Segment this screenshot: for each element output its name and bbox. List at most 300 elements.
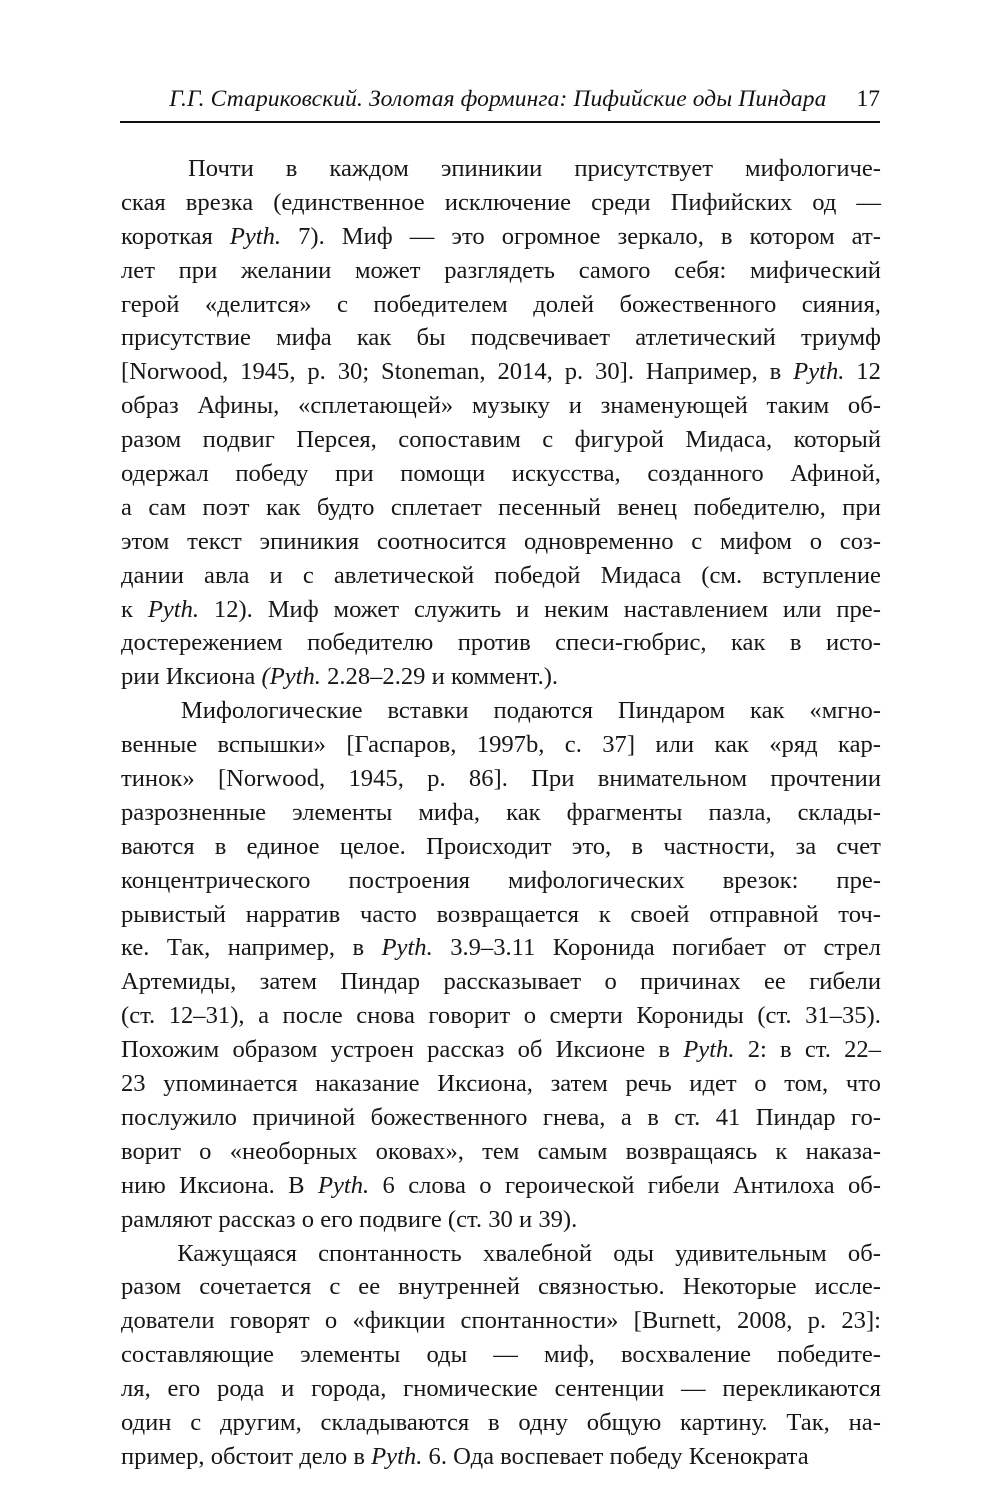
word: — [493,1341,518,1369]
word: рассказывает [443,968,582,996]
word: другим, [219,1408,302,1436]
word: который [793,426,881,454]
word: в [720,222,733,250]
text-line [121,694,881,728]
word: может [333,595,400,623]
word: его [320,1205,353,1233]
word: божественного [619,290,777,318]
word: [Norwood, [121,358,229,386]
word: ворит [121,1137,181,1165]
word: Иксиона [165,663,256,691]
word: — [409,222,435,250]
word: музыку [471,392,550,420]
word: рамляют [121,1205,213,1233]
word: авла [204,561,250,589]
word: (единственное [273,188,425,216]
word: Афиной, [790,460,881,488]
word: внимательном [597,765,748,793]
word: зеркало, [617,222,704,250]
word: себя: [674,256,727,284]
word: (см. [701,561,743,589]
word: 2: [747,1036,767,1064]
word: Происходит [426,832,552,860]
word: ее [764,968,786,996]
word: ее [358,1273,381,1301]
word: желании [240,256,332,284]
word: Иксиона. [179,1171,275,1199]
word: возвращается [436,900,579,928]
word: Ода [453,1442,495,1470]
word: один [121,1408,172,1436]
word: Так, [166,934,211,962]
text-line [121,898,881,932]
text-line [121,999,881,1033]
word: а [121,493,132,521]
word: построения [348,866,470,894]
text-line [121,1440,881,1474]
word: оды [426,1341,468,1369]
word: Пиндар [340,968,421,996]
word: p. [307,358,326,386]
word: при [335,460,374,488]
word: долей [533,290,595,318]
word: против [457,629,531,657]
word: (ст. [121,1002,156,1030]
word: 2.28–2.29 [327,663,426,691]
word: 2014, [497,358,553,386]
word: Похожим [121,1036,220,1064]
text-line [121,1338,881,1372]
word: (ст. [447,1205,483,1233]
word: к [121,595,133,623]
word: с [329,1273,341,1301]
word: коммент.). [450,663,559,691]
word: (ст. [757,1002,792,1030]
word: 12 [856,358,881,386]
word: например, [227,934,336,962]
word: на- [848,1408,881,1436]
word: в [780,1036,792,1064]
cited-work-token: Pyth. [793,358,845,386]
word: самого [578,256,651,284]
first-line-indent [121,1237,156,1271]
word: сплетает [390,493,482,521]
word: каждом [329,155,409,182]
text-line [121,728,881,762]
word: эпиникия [259,527,360,555]
word: песенный [498,493,601,521]
text-line [121,355,881,389]
cited-work-token: Pyth. [229,222,282,250]
word: Персея, [296,426,377,454]
word: о [523,1002,536,1030]
cited-work-token: Pyth. [381,934,433,962]
word: 30; [337,358,370,386]
body-paragraph [121,1237,881,1474]
word: лет [121,256,155,284]
word: в [353,1442,365,1470]
word: венные [121,731,198,759]
word: Так, [786,1408,830,1436]
word: сочетается [199,1273,312,1301]
word: разглядеть [444,256,555,284]
word: об [517,1036,543,1064]
word: го- [850,1103,881,1131]
word: Корониды [636,1002,744,1030]
text-line [121,423,881,457]
text-line [121,1135,881,1169]
word: своей [630,900,690,928]
word: 3.9–3.11 [450,934,536,962]
word: гибели [809,968,881,996]
word: самым [537,1137,608,1165]
word: складываются [320,1408,470,1436]
word: пре- [836,866,881,894]
word: ат- [851,222,881,250]
word: [Norwood, [217,765,326,793]
word: короткая [121,222,213,250]
running-head [120,86,880,120]
word: победителю [307,629,434,657]
word: картину. [680,1408,768,1436]
word: наказа- [805,1137,881,1165]
word: «ряд [769,731,818,759]
word: хвалебной [482,1239,593,1267]
word: вступление [762,561,881,589]
text-line [121,559,881,593]
word: 12–31), [168,1002,245,1030]
word: оковах», [375,1137,464,1165]
word: победу [609,1442,683,1470]
word: вставки [387,697,469,725]
word: перекликаются [722,1375,881,1403]
word: эпиникии [440,155,543,182]
word: стрел [823,934,881,962]
word: рода [217,1375,265,1403]
word: Мидаса, [685,426,773,454]
word: исто- [825,629,881,657]
text-line [121,931,881,965]
word: этом [121,527,170,555]
word: от [783,934,807,962]
word: прочтении [770,765,881,793]
word: в [352,934,365,962]
word: p. [807,1307,827,1335]
word: Коронида [552,934,655,962]
word: пре- [836,595,881,623]
word: Артемиды, [121,968,237,996]
word: с [542,426,554,454]
word: ст. [674,1103,701,1131]
word: внутренней [398,1273,520,1301]
text-line [121,288,881,322]
word: 1945, [240,358,296,386]
word: 1997b, [476,731,545,759]
word: среди [591,188,651,216]
word: о [479,1171,492,1199]
word: говорит [428,1002,511,1030]
word: затем [259,968,317,996]
word: венец [617,493,678,521]
word: как [714,731,749,759]
word: как [356,324,392,352]
cited-work-token: Pyth. [317,1171,370,1199]
word: врезка [185,188,254,216]
word: спонтанность [318,1239,462,1267]
word: 31–35). [805,1002,881,1030]
text-line [121,186,881,220]
word: 30]. [595,358,634,386]
word: возвращаясь [625,1137,758,1165]
word: герой [121,290,180,318]
text-line [121,254,881,288]
word: достережением [121,629,283,657]
word: о [199,1137,212,1165]
word: в [769,358,782,386]
word: причиной [252,1103,356,1131]
word: 6 [382,1171,395,1199]
word: победителем [373,290,508,318]
word: 23 [121,1070,146,1098]
word: героической [504,1171,635,1199]
word: и [516,595,530,623]
word: или [655,731,695,759]
text-line [121,491,881,525]
text-line [121,457,881,491]
word: Пиндаром [617,697,726,725]
text-line [121,1372,881,1406]
text-line [121,525,881,559]
word: вспышки» [217,731,326,759]
word: [Гаспаров, [346,731,457,759]
text-line [121,762,881,796]
word: элементы [300,1341,401,1369]
word: искусства, [511,460,621,488]
text-line [121,389,881,423]
word: мифом [719,527,792,555]
word: кар- [838,731,881,759]
word: «необорных [229,1137,358,1165]
word: образ [121,392,179,420]
word: спеси-гюбрис, [555,629,707,657]
word: с [190,1408,202,1436]
word: 30 [488,1205,513,1233]
word: победой [494,561,581,589]
word: 41 [715,1103,741,1131]
word: 39). [538,1205,578,1233]
word: о [754,1070,767,1098]
word: божественного [370,1103,528,1131]
word: восхваление [620,1341,752,1369]
word: об- [847,1171,881,1199]
word: и [431,663,445,691]
word: подаются [493,697,593,725]
body-paragraph [121,694,881,1236]
word: это [451,222,485,250]
word: таким [766,392,830,420]
word: Кажущаяся [177,1239,297,1267]
running-head-rule [120,121,880,123]
word: Иксиона, [437,1070,533,1098]
text-line [121,1203,881,1237]
word: котором [749,222,835,250]
word: одну [518,1408,568,1436]
text-line [121,1237,881,1271]
word: пример, [121,1442,205,1470]
text-line [121,152,881,186]
word: атлетический [635,324,776,352]
word: связностью. [537,1273,665,1301]
word: мифа [276,324,332,352]
word: подвиг [202,426,275,454]
word: в [285,155,298,182]
word: исключение [444,188,572,216]
word: составляющие [121,1341,274,1369]
word: Афины, [197,392,280,420]
word: целое. [339,832,406,860]
word: в [658,1036,671,1064]
word: ваются [121,832,195,860]
word: гнева, [542,1103,606,1131]
word: об- [847,392,881,420]
word: При [531,765,575,793]
cited-work-token: (Pyth. [261,663,321,691]
word: 1945, [348,765,404,793]
word: снова [356,1002,415,1030]
word: нарратив [245,900,341,928]
word: Пиндар [755,1103,836,1131]
word: 37] [602,731,636,759]
word: мифический [750,256,881,284]
word: подвиге [359,1205,442,1233]
word: затем [550,1070,608,1098]
word: присутствует [574,155,713,182]
word: Миф [341,222,393,250]
word: Мидаса [600,561,682,589]
word: 23]: [841,1307,881,1335]
word: а [258,1002,269,1030]
word: и [518,1205,533,1233]
word: p. [427,765,446,793]
word: за [795,832,817,860]
word: рии [121,663,160,691]
word: а [620,1103,632,1131]
word: сам [148,493,187,521]
word: 12). [213,595,253,623]
word: соотносится [376,527,507,555]
word: часто [359,900,417,928]
word: иссле- [814,1273,881,1301]
word: частности, [663,832,776,860]
word: Stoneman, [381,358,486,386]
word: устроен [330,1036,414,1064]
word: победите- [777,1341,881,1369]
word: гибели [647,1171,720,1199]
word: Антилоха [732,1171,835,1199]
word: «сплетающей» [298,392,454,420]
word: упоминается [163,1070,298,1098]
word: обстоит [210,1442,294,1470]
word: образом [232,1036,318,1064]
word: 86]. [468,765,508,793]
word: ля, [121,1375,151,1403]
word: «фикции [352,1307,446,1335]
cited-work-token: Pyth. [683,1036,735,1064]
word: как [506,798,541,826]
body-text-block [121,152,881,1474]
word: смерти [549,1002,623,1030]
word: как [730,629,766,657]
word: огромное [501,222,601,250]
word: с. [564,731,582,759]
word: соз- [839,527,881,555]
word: миф, [543,1341,595,1369]
word: погибает [672,934,766,962]
word: ст. [804,1036,831,1064]
text-line [121,1406,881,1440]
word: мифологиче- [745,155,881,182]
word: города, [311,1375,387,1403]
word: и [269,561,283,589]
word: В [288,1171,305,1199]
word: разом [121,1273,182,1301]
word: с [337,290,348,318]
word: гномические [403,1375,538,1403]
word: триумф [801,324,881,352]
word: фигурой [574,426,664,454]
word: рассказ [427,1036,505,1064]
word: с [691,527,703,555]
word: в [647,1103,659,1131]
word: тем [482,1137,520,1165]
text-line [121,220,881,254]
word: слова [408,1171,466,1199]
word: подсвечивает [470,324,611,352]
word: о [809,527,823,555]
word: врезок: [722,866,799,894]
word: речь [625,1070,672,1098]
word: 22– [844,1036,881,1064]
running-head-title: Г.Г. Стариковский. Золотая форминга: Пифийские оды Пиндара [169,86,827,112]
word: о [324,1307,338,1335]
word: воспевает [500,1442,604,1470]
word: созданного [647,460,764,488]
word: одержал [121,460,209,488]
word: победу [235,460,309,488]
page-number: 17 [856,86,880,112]
word: его [167,1375,201,1403]
first-line-indent [121,694,156,728]
word: 7). [298,222,325,250]
word: наказание [315,1070,420,1098]
word: в [214,832,227,860]
word: послужило [121,1103,237,1131]
text-line [121,796,881,830]
text-line [121,1101,881,1135]
word: причинах [640,968,741,996]
word: элементы [292,798,393,826]
word: и [568,392,582,420]
word: дователи [121,1307,215,1335]
text-line [121,830,881,864]
word: мифологических [507,866,685,894]
word: что [845,1070,881,1098]
word: победителю, [693,493,826,521]
word: о [301,1205,315,1233]
word: том, [784,1070,829,1098]
word: удивительным [675,1239,827,1267]
word: в [487,1408,500,1436]
